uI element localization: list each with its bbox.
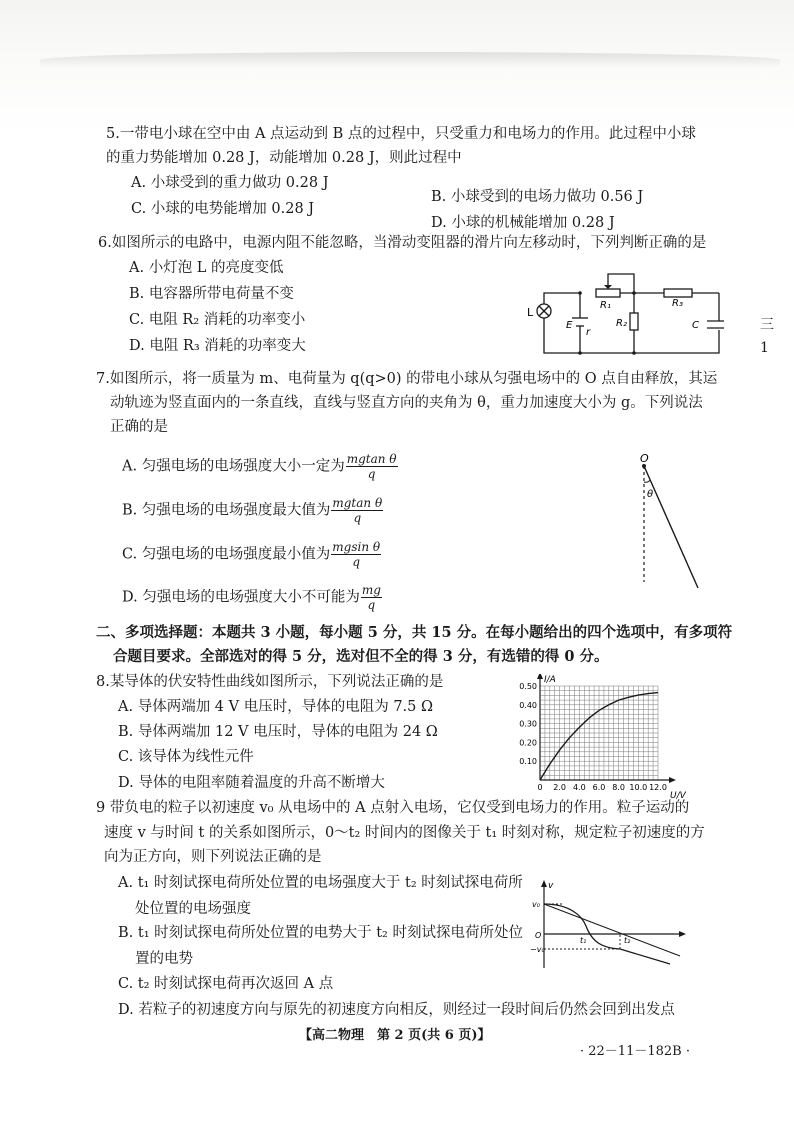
- q9-stem-line2: 速度 v 与时间 t 的关系如图所示，0～t₂ 时间内的图像关于 t₁ 时刻对称，规定粒子初速度的方: [104, 825, 705, 841]
- q8-option-c: C. 该导体为线性元件: [118, 749, 254, 765]
- q5-option-b: B. 小球受到的电场力做功 0.56 J: [431, 189, 644, 205]
- source-e-label: E: [566, 320, 573, 331]
- q5-stem-line2: 的重力势能增加 0.28 J，动能增加 0.28 J，则此过程中: [106, 150, 462, 166]
- q6-stem: 6.如图所示的电路中，电源内阻不能忽略，当滑动变阻器的滑片向左移动时，下列判断正确的是: [98, 235, 707, 251]
- v0-label: v₀: [532, 900, 540, 909]
- t2-label: t₂: [624, 936, 631, 945]
- capacitor-label: C: [692, 320, 699, 331]
- q5-stem-line1: 5.一带电小球在空中由 A 点运动到 B 点的过程中，只受重力和电场力的作用。此过程中小球: [106, 126, 696, 142]
- q9-option-a-line1: A. t₁ 时刻试探电荷所处位置的电场强度大于 t₂ 时刻试探电荷所: [118, 875, 523, 891]
- footer-page-label: 【高二物理 第 2 页(共 6 页)】: [299, 1028, 491, 1043]
- q6-option-d: D. 电阻 R₃ 消耗的功率变大: [129, 338, 306, 354]
- q7-b-numerator: mgtan θ: [332, 496, 383, 510]
- q9-stem-line1: 9 带负电的粒子以初速度 v₀ 从电场中的 A 点射入电场，它仅受到电场力的作用。粒子运动的: [96, 800, 690, 816]
- q5-option-d: D. 小球的机械能增加 0.28 J: [431, 215, 615, 231]
- x-tick-label: 4.0: [572, 783, 586, 792]
- q7-option-b-fraction: [331, 496, 383, 525]
- q7-option-c: [122, 540, 381, 569]
- q9-option-d: D. 若粒子的初速度方向与原先的初速度方向相反，则经过一段时间后仍然会回到出发点: [118, 1002, 675, 1018]
- footer-code: · 22－11－182B ·: [580, 1044, 690, 1059]
- y-tick-label: 0.40: [519, 700, 537, 710]
- r2-label: R₂: [616, 318, 627, 329]
- r3-label: R₃: [672, 298, 683, 309]
- q5-option-a: A. 小球受到的重力做功 0.28 J: [131, 175, 329, 191]
- q9-stem-line3: 向为正方向，则下列说法正确的是: [104, 849, 322, 865]
- q7-c-numerator: mgsin θ: [332, 540, 381, 554]
- q7-a-numerator: mgtan θ: [346, 452, 397, 466]
- neg-v0-label: −v₀: [530, 945, 545, 954]
- q6-circuit-diagram: [524, 268, 724, 358]
- x-axis-arrow-icon: [669, 777, 676, 783]
- y-axis-arrow-icon: [537, 674, 543, 679]
- x-tick-label: 10.0: [629, 783, 648, 792]
- r1-label: R₁: [600, 300, 611, 311]
- q7-option-c-fraction: [331, 540, 381, 569]
- q7-option-a: [122, 452, 398, 481]
- q7-b-denominator: q: [353, 511, 362, 525]
- page-curl-shadow: [40, 52, 780, 68]
- x-tick-label: 8.0: [612, 783, 626, 792]
- y-tick-label: 0.20: [519, 738, 537, 748]
- y-axis-label: I/A: [544, 675, 556, 685]
- source-r-label: r: [586, 327, 591, 338]
- lamp-label: L: [527, 306, 534, 319]
- q9-option-b-line2: 置的电势: [135, 951, 193, 967]
- q5-option-c: C. 小球的电势能增加 0.28 J: [131, 201, 315, 217]
- x-tick-label: 0: [537, 783, 543, 792]
- t1-label: t₁: [580, 936, 587, 945]
- q7-d-denominator: q: [367, 598, 376, 612]
- q9-vt-graph: [530, 876, 690, 972]
- side-mark-2: 1: [760, 340, 769, 356]
- v-axis-label: v: [548, 881, 554, 891]
- q7-option-d: [122, 583, 382, 612]
- q8-option-d: D. 导体的电阻率随着温度的升高不断增大: [118, 775, 385, 791]
- q7-stem-line2: 动轨迹为竖直面内的一条直线，直线与竖直方向的夹角为 θ，重力加速度大小为 g。下列说法: [110, 395, 703, 411]
- t-axis-arrow-icon: [679, 931, 686, 937]
- q6-option-c: C. 电阻 R₂ 消耗的功率变小: [129, 312, 306, 328]
- q7-trajectory-figure: [636, 452, 706, 592]
- v-axis-arrow-icon: [541, 880, 547, 887]
- section2-header-line2: 合题目要求。全部选对的得 5 分，选对但不全的得 3 分，有选错的得 0 分。: [113, 648, 609, 665]
- q7-option-a-text: A. 匀强电场的电场强度大小一定为: [122, 458, 345, 475]
- q9-option-c: C. t₂ 时刻试探电荷再次返回 A 点: [118, 976, 334, 992]
- x-tick-label: 12.0: [649, 783, 667, 792]
- q7-c-denominator: q: [352, 555, 361, 569]
- y-tick-label: 0.10: [519, 757, 537, 767]
- y-tick-label: 0.50: [519, 682, 537, 691]
- x-tick-label: 6.0: [592, 783, 606, 792]
- q7-option-b: [122, 496, 383, 525]
- q7-stem-line1: 7.如图所示，将一质量为 m、电荷量为 q(q>0) 的带电小球从匀强电场中的 O 点自由释放，其运: [96, 371, 718, 387]
- q7-d-numerator: mg: [361, 583, 381, 597]
- q9-option-b-line1: B. t₁ 时刻试探电荷所处位置的电势大于 t₂ 时刻试探电荷所处位: [118, 925, 523, 941]
- q6-option-b: B. 电容器所带电荷量不变: [129, 286, 294, 302]
- q7-option-c-text: C. 匀强电场的电场强度最小值为: [122, 546, 331, 563]
- section2-header-line1: 二、多项选择题：本题共 3 小题，每小题 5 分，共 15 分。在每小题给出的四个选项中，有多项符: [96, 624, 733, 641]
- side-mark-1: 三: [760, 317, 774, 333]
- q6-option-a: A. 小灯泡 L 的亮度变低: [129, 260, 284, 276]
- q8-option-b: B. 导体两端加 12 V 电压时，导体的电阻为 24 Ω: [118, 724, 438, 740]
- x-axis-label: U/V: [670, 791, 686, 801]
- x-tick-label: 2.0: [553, 783, 567, 792]
- q8-stem: 8.某导体的伏安特性曲线如图所示，下列说法正确的是: [96, 674, 444, 690]
- q7-option-b-text: B. 匀强电场的电场强度最大值为: [122, 502, 331, 519]
- origin-label: O: [535, 931, 542, 940]
- q7-option-d-fraction: [361, 583, 382, 612]
- q7-option-d-text: D. 匀强电场的电场强度大小不可能为: [122, 589, 360, 606]
- q7-a-denominator: q: [367, 467, 376, 481]
- q9-option-a-line2: 处位置的电场强度: [135, 901, 251, 917]
- theta-label: θ: [647, 489, 654, 500]
- y-tick-label: 0.30: [519, 719, 537, 729]
- q7-option-a-fraction: [346, 452, 398, 481]
- q8-iv-chart: [512, 674, 698, 806]
- q8-option-a: A. 导体两端加 4 V 电压时，导体的电阻为 7.5 Ω: [118, 699, 434, 715]
- q7-stem-line3: 正确的是: [110, 419, 168, 435]
- point-o-label: O: [640, 452, 649, 465]
